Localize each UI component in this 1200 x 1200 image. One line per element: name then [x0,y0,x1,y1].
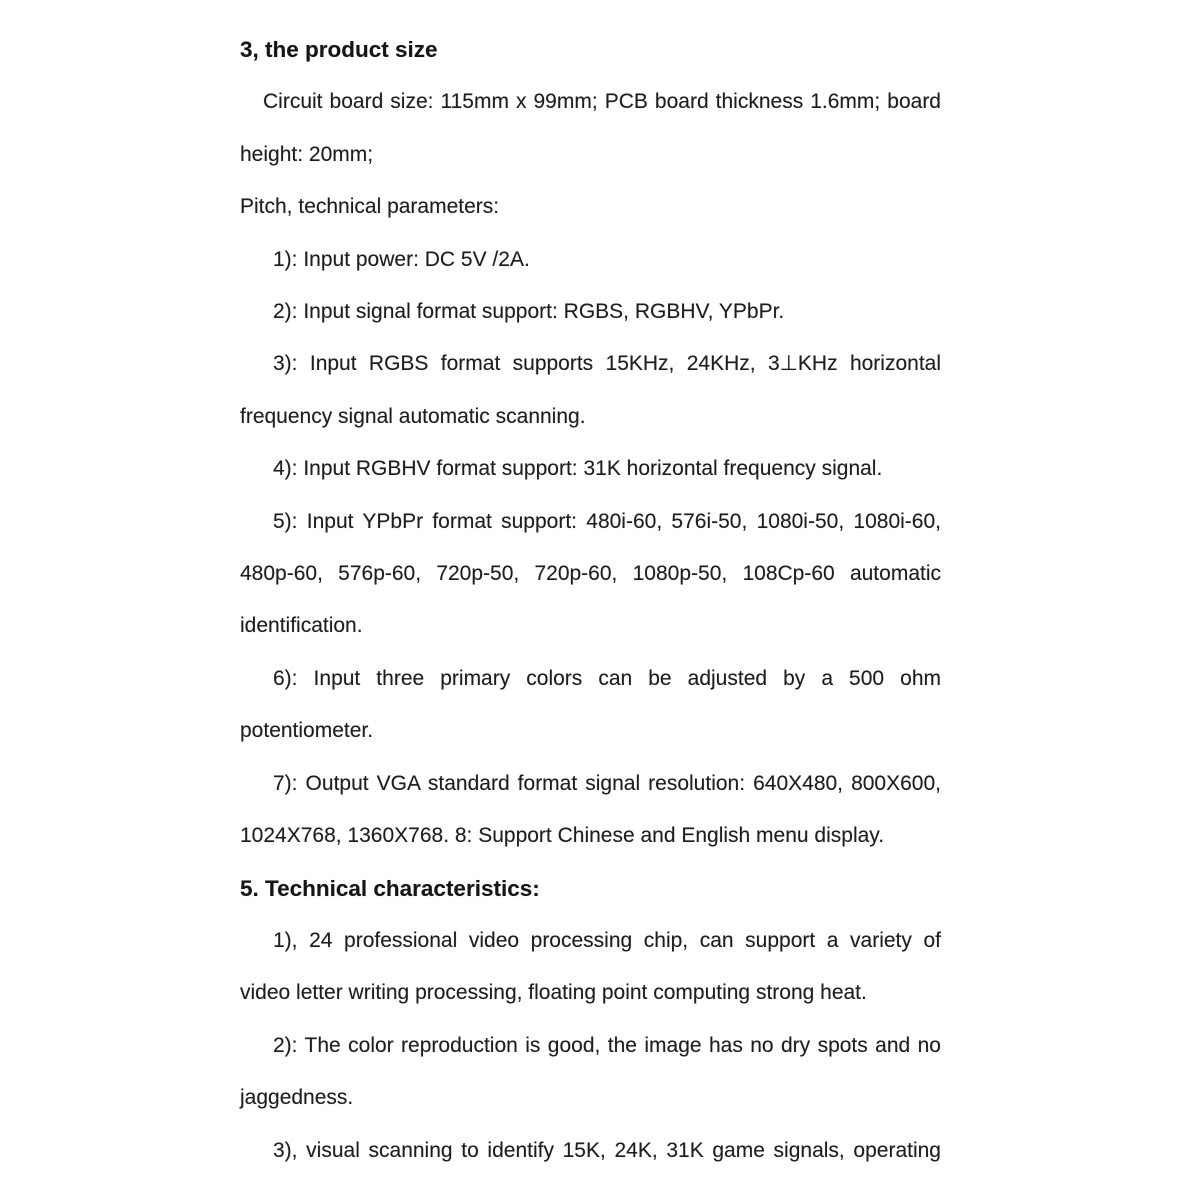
item-primary-colors-line2: potentiometer. [240,719,374,743]
item-input-ypbpr-line3: identification. [240,614,363,638]
item-primary-colors-line1: 6): Input three primary colors can be adjusted by a 500 ohm [273,666,941,690]
section-heading-technical-characteristics: 5. Technical characteristics: [240,875,540,901]
item-input-signal-format: 2): Input signal format support: RGBS, RGBHV, YPbPr. [273,300,785,324]
item-output-vga-line2: 1024X768, 1360X768. 8: Support Chinese and English menu display. [240,824,885,848]
item-input-ypbpr-line1: 5): Input YPbPr format support: 480i-60, 576i-50, 1080i-50, 1080i-60, [273,509,941,533]
para-circuit-board-line1: Circuit board size: 115mm x 99mm; PCB board thickness 1.6mm; board [263,90,941,114]
item-input-rgbhv: 4): Input RGBHV format support: 31K horizontal frequency signal. [273,457,883,481]
section-heading-product-size: 3, the product size [240,37,438,62]
item-input-ypbpr-line2: 480p-60, 576p-60, 720p-50, 720p-60, 1080p-50, 108Cp-60 automatic [240,562,941,586]
item-visual-scanning: 3), visual scanning to identify 15K, 24K, 31K game signals, operating [273,1138,941,1162]
item-video-chip-line2: video letter writing processing, floating point computing strong heat. [240,981,867,1005]
document-page [240,24,941,1177]
para-pitch-parameters: Pitch, technical parameters: [240,195,500,219]
item-color-reproduction-line1: 2): The color reproduction is good, the image has no dry spots and no [273,1033,941,1057]
item-color-reproduction-line2: jaggedness. [240,1086,354,1110]
item-input-rgbs-line2: frequency signal automatic scanning. [240,404,586,428]
item-video-chip-line1: 1), 24 professional video processing chip, can support a variety of [273,928,941,952]
item-output-vga-line1: 7): Output VGA standard format signal resolution: 640X480, 800X600, [273,771,941,795]
item-input-power: 1): Input power: DC 5V /2A. [273,247,530,271]
item-input-rgbs-line1: 3): Input RGBS format supports 15KHz, 24KHz, 3⊥KHz horizontal [273,352,941,376]
para-circuit-board-line2: height: 20mm; [240,142,374,166]
